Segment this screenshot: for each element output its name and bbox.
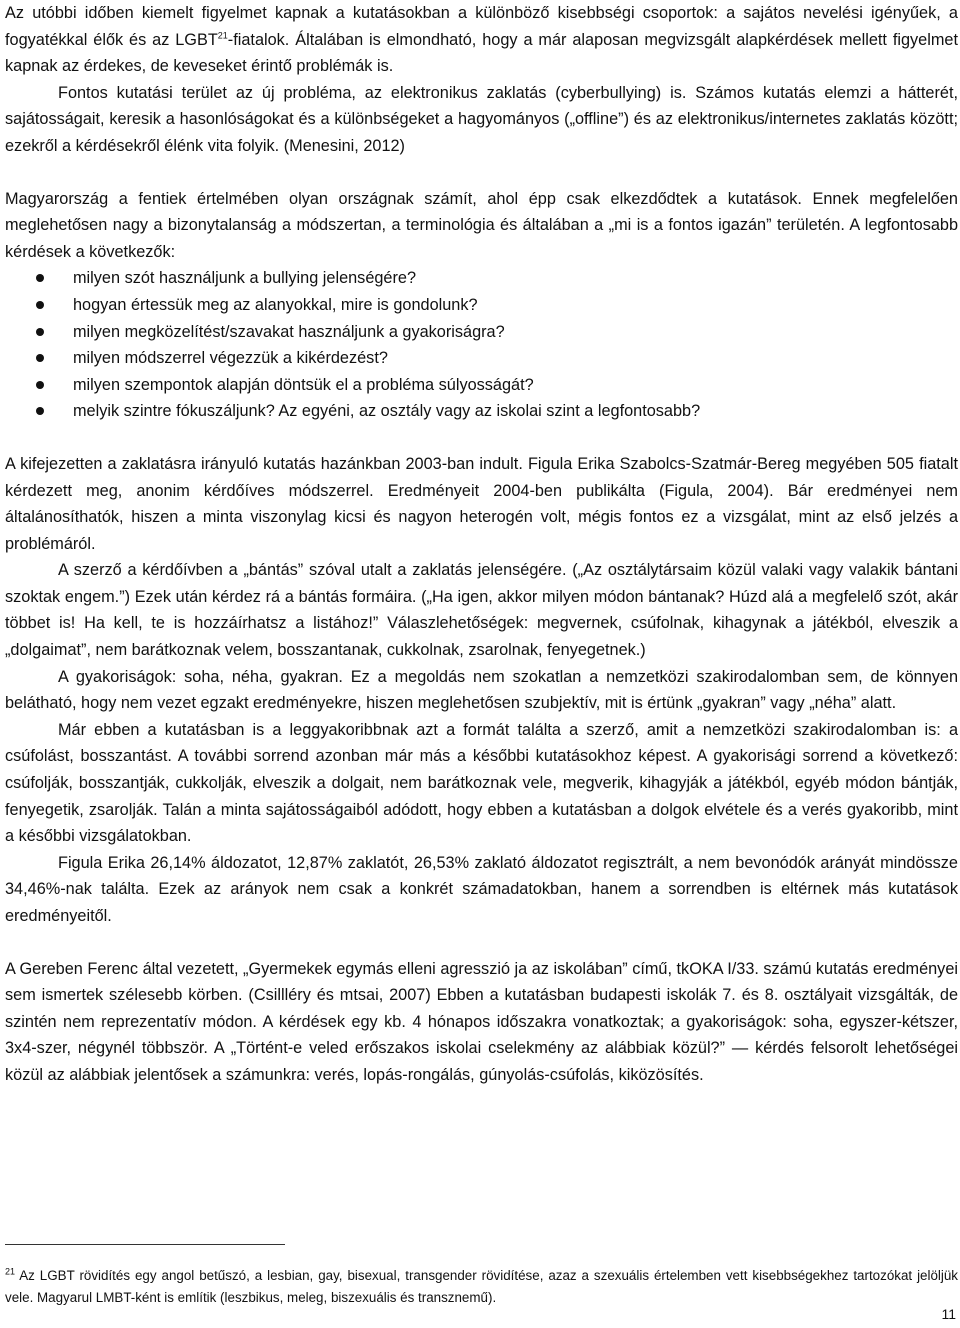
bullet-icon [36, 274, 44, 282]
bullet-icon [36, 301, 44, 309]
spacer [5, 425, 958, 451]
footnote [5, 1265, 958, 1309]
list-item [5, 345, 958, 372]
bullet-icon [36, 407, 44, 415]
list-item [5, 265, 958, 292]
bullet-icon [36, 381, 44, 389]
list-item-text: hogyan értessük meg az alanyokkal, mire is gondolunk? [73, 295, 478, 314]
footnote-text: Az LGBT rövidítés egy angol betűszó, a lesbian, gay, bisexual, transgender rövidítése, azaz a szexuális értelemben vett kisebbségekhez tartozókat jelöljük vele. Magyarul LMBT-ként is említik (leszbikus, meleg, biszexuális és transznemű). [5, 1268, 959, 1305]
bullet-icon [36, 328, 44, 336]
paragraph-cyberbullying: Fontos kutatási terület az új probléma, az elektronikus zaklatás (cyberbullying) is. Számos kutatás elemzi a hátterét, sajátosságait, keresik a hasonlóságokat és a különbségeket a hagyományos („offline”) és az elektronikus/internetes zaklatás között; ezekről a kérdésekről élénk vita folyik. (Menesini, 2012) [5, 83, 958, 155]
list-item [5, 398, 958, 425]
list-item [5, 292, 958, 319]
footnote-marker: 21 [5, 1266, 16, 1277]
spacer [5, 160, 958, 186]
list-item [5, 319, 958, 346]
paragraph-hungary: Magyarország a fentiek értelmében olyan országnak számít, ahol épp csak elkezdődtek a kutatások. Ennek megfelelően meglehetősen nagy a bizonytalanság a módszertan, a terminológia és általában a „mi is a fontos igazán” területén. A legfontosabb kérdések a következők: [5, 189, 958, 261]
paragraph-gereben-study: A Gereben Ferenc által vezetett, „Gyermekek egymás elleni agresszió ja az iskolában” című, tkOKA I/33. számú kutatás eredményei sem ismertek szélesebb körben. (Csillléry és mtsai, 2007) Ebben a kutatásban budapesti iskolák 7. és 8. osztályait vizsgálták, de szintén nem reprezentatív módon. A kérdések egy kb. 4 hónapos időszakra vonatkoztak; a gyakoriságok: soha, egyszer-kétszer, 3x4-szer, négynél többször. A „Történt-e veled erőszakos iskolai cselekmény az alábbiak közül?” — kérdés felsorolt lehetőségei közül az alábbiak jelentősek a számunkra: verés, lopás-rongálás, gúnyolás-csúfolás, kiközösítés. [5, 959, 958, 1084]
list-item-text: milyen módszerrel végezzük a kikérdezést? [73, 349, 388, 368]
footnote-reference[interactable]: 21 [217, 30, 228, 41]
document-page [5, 0, 958, 1089]
spacer [5, 930, 958, 956]
paragraph-text: Az utóbbi időben kiemelt figyelmet kapnak a kutatásokban a különböző kisebbségi csoportok: a sajátos nevelési igényűek, a fogyatékkal élők és az LGBT [5, 4, 958, 49]
footnote-divider [5, 1244, 285, 1245]
paragraph-frequencies: A gyakoriságok: soha, néha, gyakran. Ez a megoldás nem szokatlan a nemzetközi szakirodalomban sem, de könnyen belátható, hogy nem vezet egzakt eredményekre, hiszen meglehetősen szubjektív, mit is értünk „gyakran” vagy „néha” alatt. [5, 667, 958, 713]
paragraph-figula-study: A kifejezetten a zaklatásra irányuló kutatás hazánkban 2003-ban indult. Figula Erika Szabolcs-Szatmár-Bereg megyében 505 fiatalt kérdezett meg, anonim kérdőíves módszerrel. Eredményeit 2004-ben publikálta (Figula, 2004). Bár eredményei nem általánosíthatók, hiszen a minta viszonylag kicsi és nagyon heterogén volt, mégis fontos ez a vizsgálat, mint az első jelzés a problémáról. [5, 454, 958, 553]
paragraph-minorities [5, 0, 958, 80]
paragraph-questionnaire: A szerző a kérdőívben a „bántás” szóval utalt a zaklatás jelenségére. („Az osztálytársaim közül valaki vagy valakik bántani szoktak engem.”) Ezek után kérdez rá a bántás formáira. („Ha igen, akkor milyen módon bántanak? Húzd alá a megfelelő szót, akár többet is! Ha kell, te is hozzáírhatsz a listához!” Válaszlehetőségek: megvernek, csúfolnak, kihagynak a játékból, elveszik a „dolgaimat”, nem barátkoznak velem, bosszantanak, cukkolnak, zsarolnak, fenyegetnek.) [5, 561, 958, 660]
questions-list [5, 265, 958, 425]
list-item [5, 372, 958, 399]
bullet-icon [36, 354, 44, 362]
list-item-text: milyen szempontok alapján döntsük el a probléma súlyosságát? [73, 375, 534, 394]
page-number: 11 [941, 1306, 956, 1322]
list-item-text: milyen megközelítést/szavakat használjunk a gyakoriságra? [73, 322, 505, 341]
paragraph-percentages: Figula Erika 26,14% áldozatot, 12,87% zaklatót, 26,53% zaklató áldozatot regisztrált, a nem bevonódók arányát mindössze 34,46%-nak találta. Ezek az arányok nem csak a konkrét számadatokban, hanem a sorrendben is eltérnek más kutatások eredményeitől. [5, 853, 958, 925]
list-item-text: melyik szintre fókuszáljunk? Az egyéni, az osztály vagy az iskolai szint a legfontosabb? [73, 402, 701, 421]
paragraph-text: -fiatalok. Általában is elmondható, hogy a már alaposan megvizsgált alapkérdések mellett figyelmet kapnak az érdekes, de keveseket érintő problémák is. [5, 30, 958, 76]
list-item-text: milyen szót használjunk a bullying jelenségére? [73, 269, 417, 288]
paragraph-most-common: Már ebben a kutatásban is a leggyakoribbnak azt a formát találta a szerző, amit a nemzetközi szakirodalomban is: a csúfolást, bosszantást. A további sorrend azonban már más a későbbi kutatásokhoz képest. A gyakorisági sorrend a következő: csúfolják, bosszantják, cukkolják, elveszik a dolgait, nem barátkoznak vele, megverik, kihagyják a játékból, egyéb módon bántják, fenyegetik, zsarolják. Talán a minta sajátosságaiból adódott, hogy ebben a kutatásban a dolgok elvétele és a verés gyakoribb, mint a későbbi vizsgálatokban. [5, 720, 958, 846]
